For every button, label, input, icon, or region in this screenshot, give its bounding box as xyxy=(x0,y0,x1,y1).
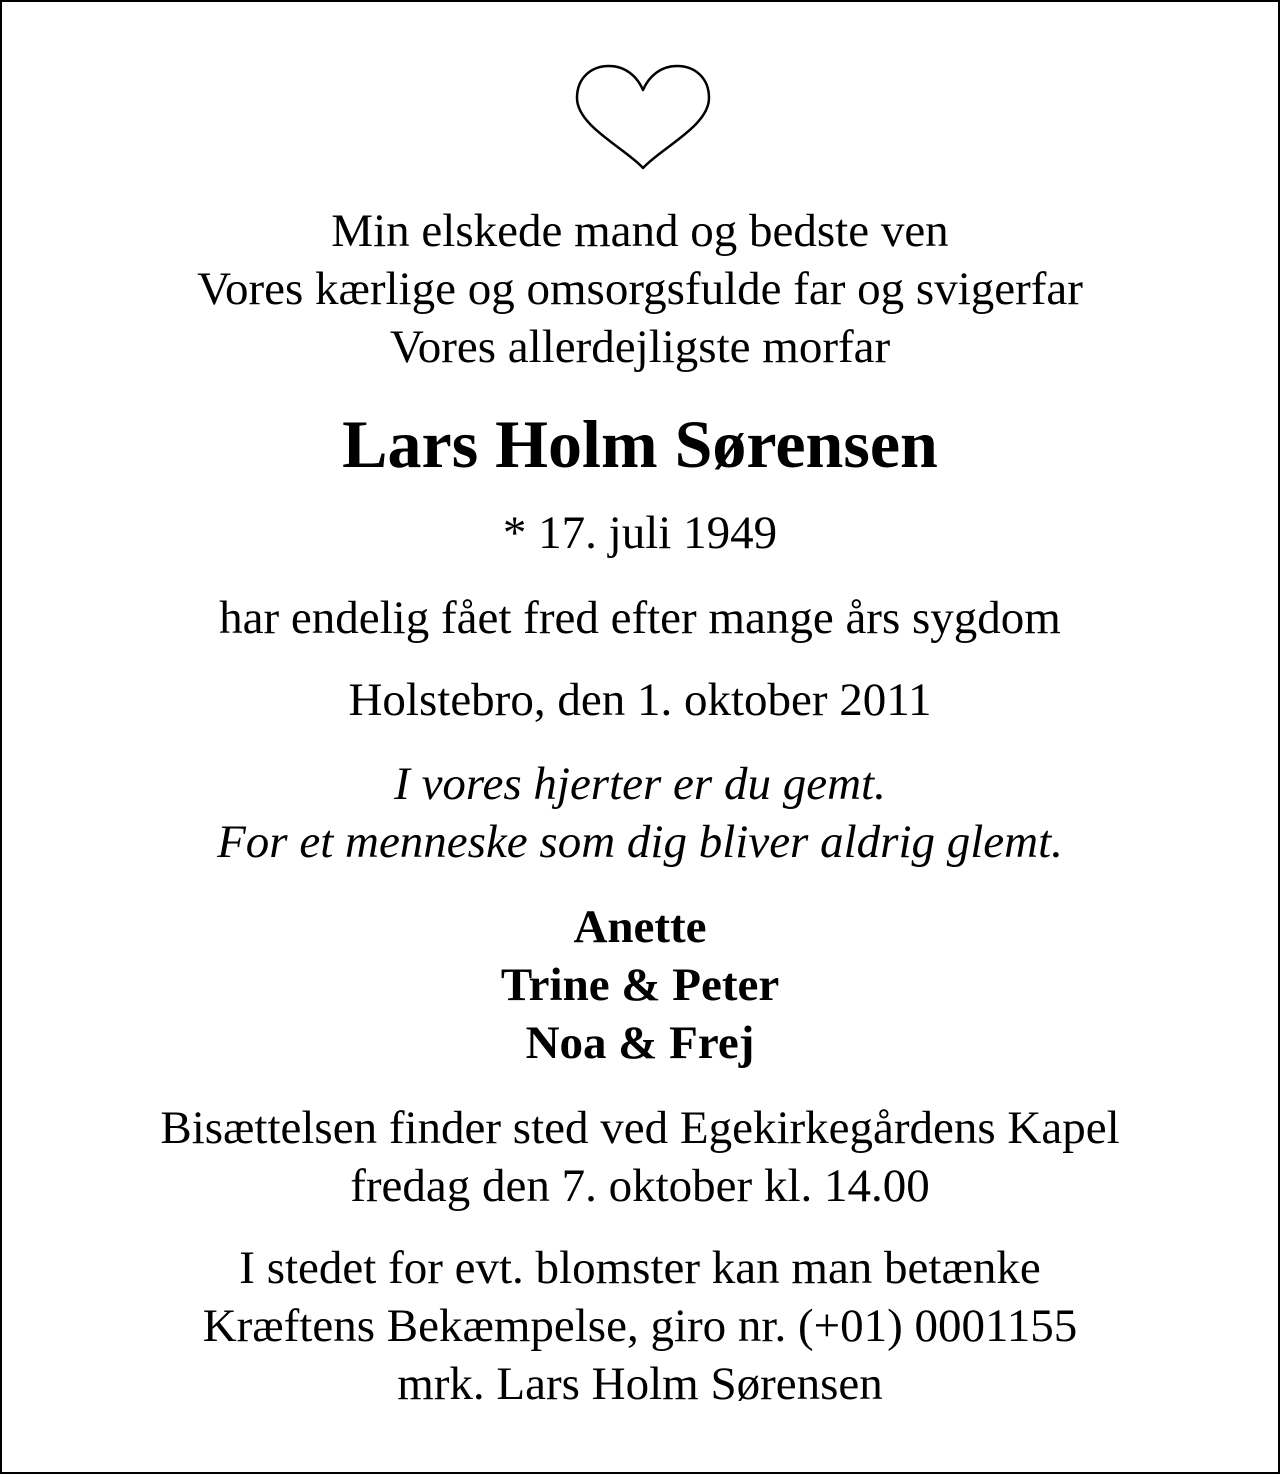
funeral-details xyxy=(2,1099,1278,1215)
donation-line: Kræftens Bekæmpelse, giro nr. (+01) 0001155 xyxy=(202,1300,1078,1352)
birth-date: * 17. juli 1949 xyxy=(502,507,778,559)
intro-line: Vores allerdejligste morfar xyxy=(389,321,891,373)
funeral-line: fredag den 7. oktober kl. 14.00 xyxy=(350,1160,930,1212)
donation-note xyxy=(2,1239,1278,1413)
family-line: Anette xyxy=(573,901,707,953)
intro-line: Min elskede mand og bedste ven xyxy=(331,205,949,257)
family-names xyxy=(2,898,1278,1072)
place-date: Holstebro, den 1. oktober 2011 xyxy=(348,674,932,726)
family-line: Trine & Peter xyxy=(500,959,780,1011)
deceased-name: Lars Holm Sørensen xyxy=(342,406,938,482)
verse-line: For et menneske som dig bliver aldrig glemt. xyxy=(217,816,1063,868)
intro-text xyxy=(2,202,1278,376)
heart-icon xyxy=(573,62,713,172)
family-line: Noa & Frej xyxy=(525,1017,755,1069)
peace-line: har endelig fået fred efter mange års sygdom xyxy=(219,592,1061,644)
donation-line: I stedet for evt. blomster kan man betænke xyxy=(239,1242,1041,1294)
memorial-verse xyxy=(2,755,1278,871)
verse-line: I vores hjerter er du gemt. xyxy=(394,758,886,810)
donation-line: mrk. Lars Holm Sørensen xyxy=(397,1358,883,1410)
funeral-line: Bisættelsen finder sted ved Egekirkegårdens Kapel xyxy=(160,1102,1120,1154)
intro-line: Vores kærlige og omsorgsfulde far og svigerfar xyxy=(197,263,1083,315)
